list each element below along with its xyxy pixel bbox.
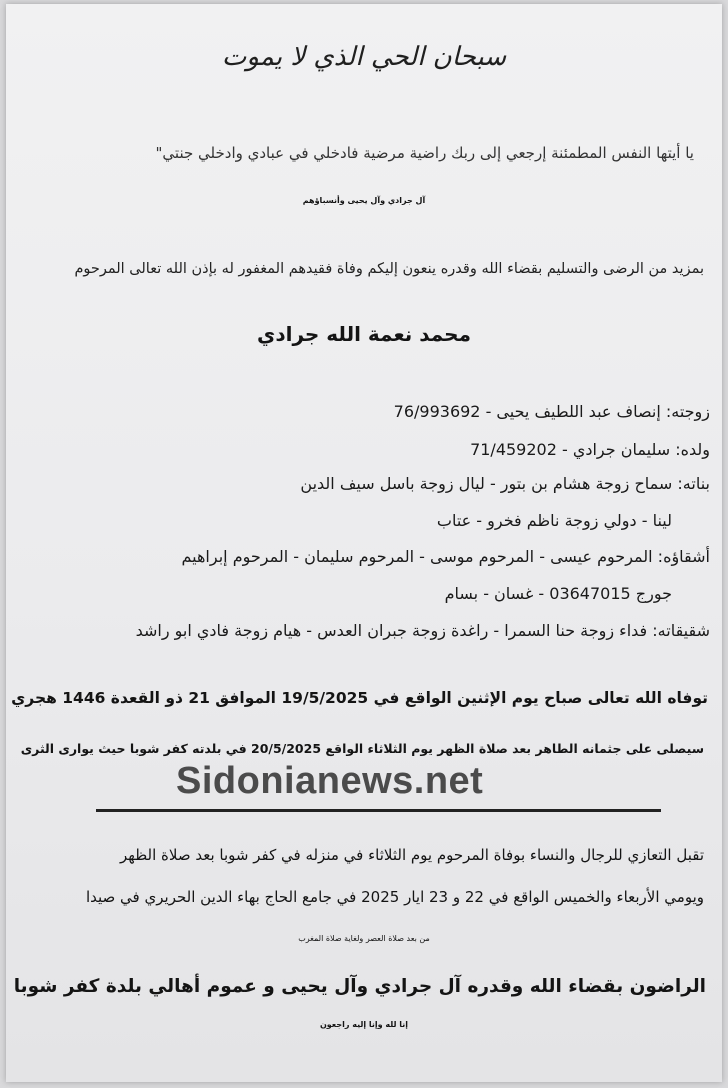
relative-brothers-continued: جورج 03647015 - غسان - بسام xyxy=(444,584,672,603)
condolences-line-1: تقبل التعازي للرجال والنساء بوفاة المرحوم يوم الثلاثاء في منزله في كفر شوبا بعد صلاة الظهر xyxy=(120,846,704,864)
relative-daughters-continued: لينا - دولي زوجة ناظم فخرو - عتاب xyxy=(436,511,672,530)
relative-wife: زوجته: إنصاف عبد اللطيف يحيى - 76/993692 xyxy=(393,402,710,421)
closing-phrase: إنا لله وإنا إليه راجعون xyxy=(319,1020,409,1029)
obituary-paper xyxy=(6,4,722,1082)
calligraphy-heading: سبحان الحي الذي لا يموت xyxy=(221,42,507,72)
divider xyxy=(96,809,661,812)
death-date: توفاه الله تعالى صباح يوم الإثنين الواقع في 19/5/2025 الموافق 21 ذو القعدة 1446 هجري xyxy=(11,689,708,707)
relative-son: ولده: سليمان جرادي - 71/459202 xyxy=(470,440,710,459)
intro-text: بمزيد من الرضى والتسليم بقضاء الله وقدره ينعون إليكم وفاة فقيدهم المغفور له بإذن الله تعالى المرحوم xyxy=(74,261,704,277)
deceased-name: محمد نعمة الله جرادي xyxy=(257,322,471,346)
site-watermark: Sidonianews.net xyxy=(176,760,484,802)
relative-brothers: أشقاؤه: المرحوم عيسى - المرحوم موسى - المرحوم سليمان - المرحوم إبراهيم xyxy=(181,547,710,566)
families-title: آل جرادي وآل يحيى وأنسباؤهم xyxy=(302,196,426,205)
quran-verse: يا أيتها النفس المطمئنة إرجعي إلى ربك راضية مرضية فادخلي في عبادي وادخلي جنتي" xyxy=(155,144,694,162)
funeral-info: سيصلى على جثمانه الطاهر بعد صلاة الظهر يوم الثلاثاء الواقع 20/5/2025 في بلدته كفر شوبا حيث يوارى الثرى xyxy=(20,741,704,756)
condolences-line-3: من بعد صلاة العصر ولغاية صلاة المغرب xyxy=(298,934,430,943)
condolences-line-2: ويومي الأربعاء والخميس الواقع في 22 و 23 ايار 2025 في جامع الحاج بهاء الدين الحريري في صيدا xyxy=(85,888,704,906)
relative-sisters: شقيقاته: فداء زوجة حنا السمرا - راغدة زوجة جبران العدس - هيام زوجة فادي ابو راشد xyxy=(135,621,710,640)
relative-daughters: بناته: سماح زوجة هشام بن بتور - ليال زوجة باسل سيف الدين xyxy=(300,474,710,493)
mourners-line: الراضون بقضاء الله وقدره آل جرادي وآل يحيى و عموم أهالي بلدة كفر شوبا xyxy=(13,976,706,997)
